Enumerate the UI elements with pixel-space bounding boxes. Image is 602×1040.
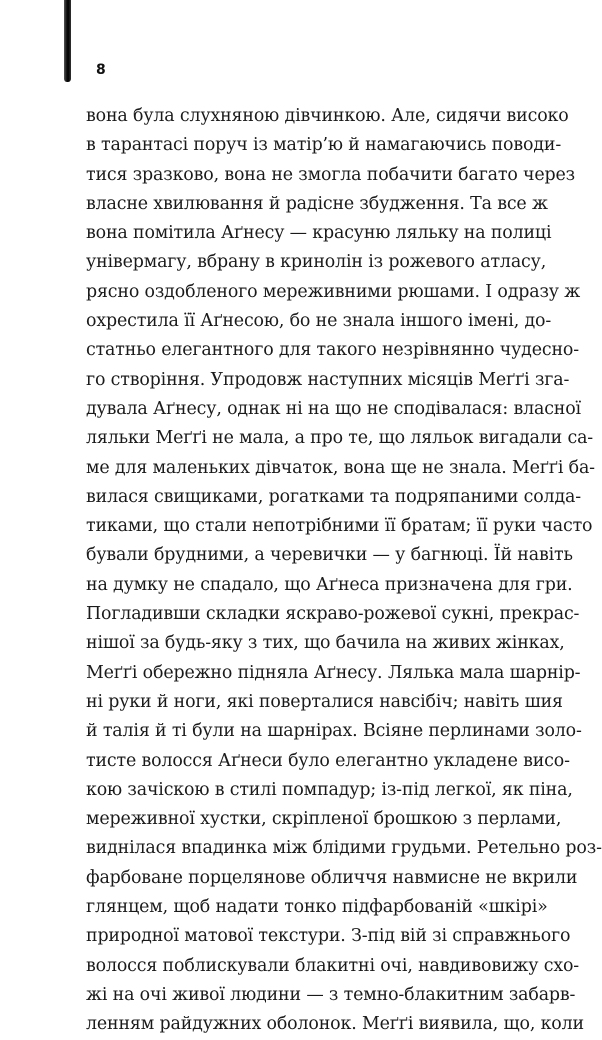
binding-edge-bar [64,0,71,82]
text-line: ні руки й ноги, які поверталися навсібіч; навіть шия [86,691,563,712]
text-line: тиками, що стали непотрібними її братам; її руки часто [86,516,593,537]
text-line: мереживної хустки, скріпленої брошкою з перлами, [86,809,562,830]
text-line: вона помітила Аґнесу — красуню ляльку на полиці [86,223,552,244]
text-line: Меґґі обережно підняла Аґнесу. Лялька мала шарнір- [86,662,581,683]
text-line: волосся поблискували блакитні очі, навдивовижу схо- [86,955,580,976]
text-line: Погладивши складки яскраво-рожевої сукні, прекрас- [86,604,580,625]
text-line: власне хвилювання й радісне збудження. Та все ж [86,193,548,214]
text-line: рясно оздобленого мереживними рюшами. І одразу ж [86,281,581,302]
text-line: го створіння. Упродовж наступних місяців Меґґі зга- [86,369,570,390]
text-line: виднілася впадинка між блідими грудьми. Ретельно роз- [86,838,602,859]
text-line: вона була слухняною дівчинкою. Але, сидячи високо [86,106,569,126]
text-line: глянцем, щоб надати тонко підфарбованій «шкірі» [86,897,548,918]
text-line: статньо елегантного для такого незрівнянно чудесно- [86,340,579,361]
text-line: тисте волосся Аґнеси було елегантно укладене висо- [86,750,570,771]
body-text [86,102,602,1035]
text-line: й талія й ті були на шарнірах. Всіяне перлинами золо- [86,721,582,742]
text-line: дувала Аґнесу, однак ні на що не сподівалася: власної [86,398,581,419]
text-line: універмагу, вбрану в кринолін із рожевого атласу, [86,252,547,273]
text-line: кою зачіскою в стилі помпадур; із-під легкої, як піна, [86,779,573,800]
text-line: природної матової текстури. З-під вій зі справжнього [86,926,571,947]
text-line: нішої за будь-яку з тих, що бачила на живих жінках, [86,633,565,654]
text-line: ляльки Меґґі не мала, а про те, що ляльок вигадали са- [86,428,594,449]
text-line: охрестила її Аґнесою, бо не знала іншого імені, до- [86,311,552,332]
text-line: ленням райдужних оболонок. Меґґі виявила, що, коли [86,1014,584,1035]
text-line: вилася свищиками, рогатками та подряпаними солда- [86,486,581,507]
text-line: в тарантасі поруч із матір’ю й намагаючись поводи- [86,135,562,156]
text-line: ме для маленьких дівчаток, вона ще не знала. Меґґі ба- [86,457,595,478]
page-number: 8 [96,62,106,78]
text-line: тися зразково, вона не змогла побачити багато через [86,164,575,185]
text-line: жі на очі живої людини — з темно-блакитним забарв- [86,984,576,1005]
text-line: на думку не спадало, що Аґнеса призначена для гри. [86,574,573,595]
text-line: бували брудними, а черевички — у багнюці. Їй навіть [86,545,573,566]
text-line: фарбоване порцелянове обличчя навмисне не вкрили [86,867,578,888]
